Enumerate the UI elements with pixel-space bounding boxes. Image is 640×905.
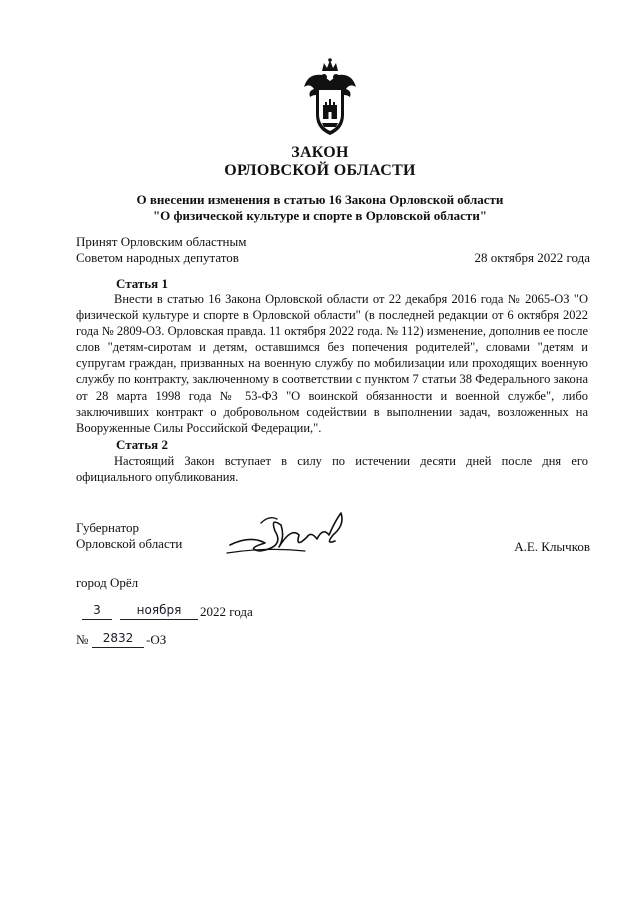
- law-subtitle-line2: "О физической культуре и спорте в Орловской области": [152, 208, 488, 223]
- law-title-line2: ОРЛОВСКОЙ ОБЛАСТИ: [224, 162, 416, 179]
- number-sign: №: [76, 632, 89, 647]
- signing-place: город Орёл: [76, 575, 139, 590]
- signer-name: А.Е. Клычков: [514, 539, 590, 554]
- article-1-heading: Статья 1: [116, 276, 168, 291]
- law-title-line1: ЗАКОН: [291, 144, 349, 161]
- signing-day: 3: [82, 603, 112, 620]
- signer-title-line2: Орловской области: [76, 536, 183, 551]
- signing-date: [76, 603, 376, 625]
- registration-suffix: -ОЗ: [146, 632, 167, 647]
- registration-number: 2832: [92, 631, 144, 648]
- signer-title: [76, 520, 182, 552]
- registration-number-line: [76, 631, 376, 653]
- article-1-text: Внести в статью 16 Закона Орловской области от 22 декабря 2016 года № 2065-ОЗ "О физической культуре и спорте в Орловской области" (в последней редакции от 6 октября 2022 года № 2809-ОЗ. Орловская правда. 11 октября 2022 года. № 112) изменение, дополнив ее после слов "детям-сиротам и детям, оставшимся без попечения родителей", словами "детям и супругам граждан, призванных на военную службу по мобилизации или проходящих военную службу по контракту, заключенному в соответствии с пунктом 7 статьи 38 Федерального закона от 28 марта 1998 года № 53-ФЗ "О воинской обязанности и военной службе", либо заключивших контракт о добровольном содействии в выполнении задач, возложенных на Вооруженные Силы Российской Федерации,".: [76, 292, 588, 435]
- article-2-heading: Статья 2: [116, 437, 168, 452]
- article-2-text: Настоящий Закон вступает в силу по истечении десяти дней после дня его официального опубликования.: [76, 454, 588, 485]
- signing-year: 2022 года: [200, 604, 253, 619]
- law-subtitle-line1: О внесении изменения в статью 16 Закона Орловской области: [136, 192, 504, 207]
- signer-title-line1: Губернатор: [76, 520, 139, 535]
- signing-month: ноября: [120, 603, 198, 620]
- adoption-line2: Советом народных депутатов: [76, 250, 239, 265]
- orel-coat-of-arms-emblem: [300, 57, 360, 139]
- adoption-body: [76, 234, 246, 266]
- adoption-date: 28 октября 2022 года: [474, 250, 590, 265]
- handwritten-signature: [225, 505, 350, 560]
- adoption-line1: Принят Орловским областным: [76, 234, 247, 249]
